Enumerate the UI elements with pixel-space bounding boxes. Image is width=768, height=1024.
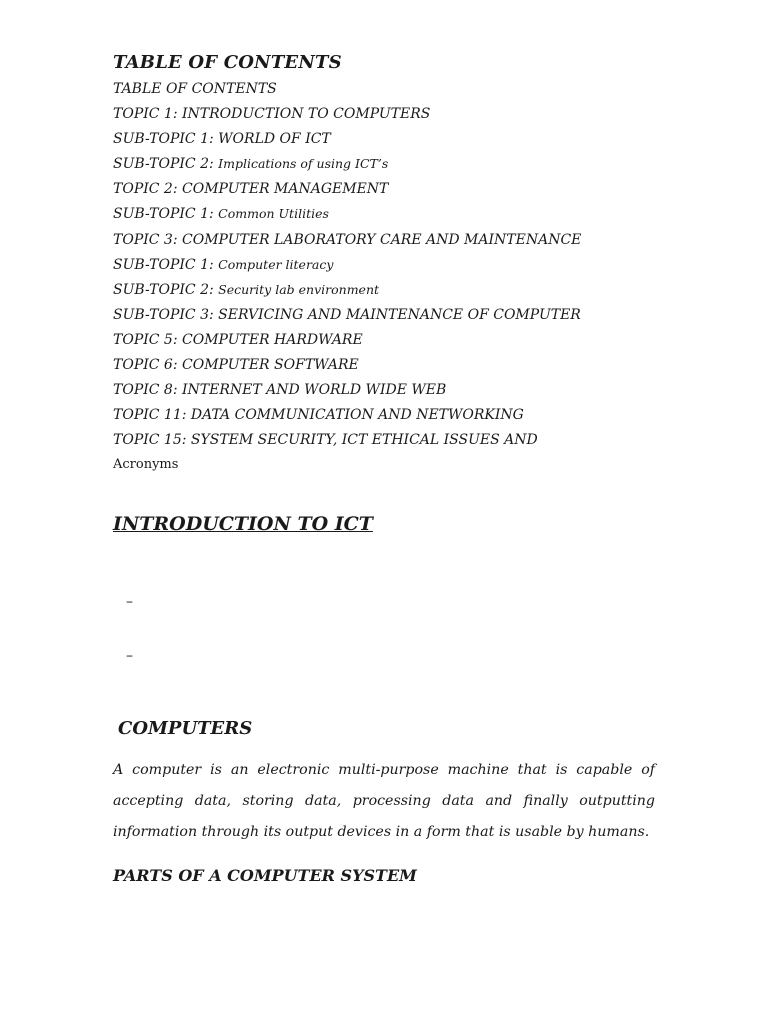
toc-entry-subtitle: Computer literacy — [218, 256, 334, 272]
toc-entry-label: TOPIC 5: COMPUTER HARDWARE — [113, 331, 363, 348]
toc-entry-label: TOPIC 1: INTRODUCTION TO COMPUTERS — [113, 106, 431, 123]
toc-entry[interactable] — [113, 430, 581, 455]
toc-entry[interactable] — [113, 305, 581, 330]
toc-entry-label: SUB-TOPIC 3: SERVICING AND MAINTENANCE OF COMPUTER — [113, 306, 581, 323]
toc-entry[interactable] — [113, 330, 581, 355]
toc-entry-label: SUB-TOPIC 1: — [113, 206, 219, 223]
toc-entry[interactable] — [113, 230, 581, 255]
toc-list — [113, 79, 581, 481]
toc-entry-label: Acronyms — [113, 457, 179, 473]
toc-entry-label: TOPIC 6: COMPUTER SOFTWARE — [113, 357, 359, 374]
toc-entry-label: TOPIC 11: DATA COMMUNICATION AND NETWORKING — [113, 407, 524, 424]
parts-heading: PARTS OF A COMPUTER SYSTEM — [113, 866, 417, 885]
toc-entry[interactable] — [113, 179, 581, 204]
toc-entry[interactable] — [113, 455, 581, 480]
toc-entry[interactable] — [113, 405, 581, 430]
toc-entry[interactable] — [113, 79, 581, 104]
toc-entry-subtitle: Security lab environment — [218, 281, 380, 297]
toc-entry-label: TABLE OF CONTENTS — [113, 81, 277, 97]
intro-section-title: INTRODUCTION TO ICT — [113, 513, 373, 535]
toc-entry-label: SUB-TOPIC 1: WORLD OF ICT — [113, 131, 331, 148]
list-bullet: – — [126, 648, 133, 664]
toc-entry-label: SUB-TOPIC 1: — [113, 256, 219, 273]
toc-entry-label: TOPIC 3: COMPUTER LABORATORY CARE AND MAINTENANCE — [113, 231, 582, 248]
toc-entry-subtitle: Common Utilities — [218, 206, 329, 222]
computers-heading: COMPUTERS — [118, 718, 253, 739]
toc-heading: TABLE OF CONTENTS — [113, 52, 342, 73]
computers-definition-paragraph: A computer is an electronic multi-purpose machine that is capable of accepting data, storing data, processing data and finally outputting information through its output devices in a form that is usable by humans. — [113, 762, 655, 840]
toc-entry-label: TOPIC 15: SYSTEM SECURITY, ICT ETHICAL ISSUES AND — [113, 432, 538, 449]
toc-entry[interactable] — [113, 154, 581, 179]
toc-entry[interactable] — [113, 255, 581, 280]
list-bullet: – — [126, 594, 133, 610]
toc-entry[interactable] — [113, 280, 581, 305]
toc-entry-label: SUB-TOPIC 2: — [113, 156, 219, 173]
toc-entry[interactable] — [113, 380, 581, 405]
toc-entry-label: TOPIC 8: INTERNET AND WORLD WIDE WEB — [113, 382, 447, 399]
toc-entry[interactable] — [113, 104, 581, 129]
toc-entry[interactable] — [113, 204, 581, 229]
toc-entry[interactable] — [113, 129, 581, 154]
toc-entry[interactable] — [113, 355, 581, 380]
toc-entry-label: TOPIC 2: COMPUTER MANAGEMENT — [113, 181, 389, 198]
toc-entry-label: SUB-TOPIC 2: — [113, 281, 219, 298]
toc-entry-subtitle: Implications of using ICT’s — [218, 156, 389, 172]
